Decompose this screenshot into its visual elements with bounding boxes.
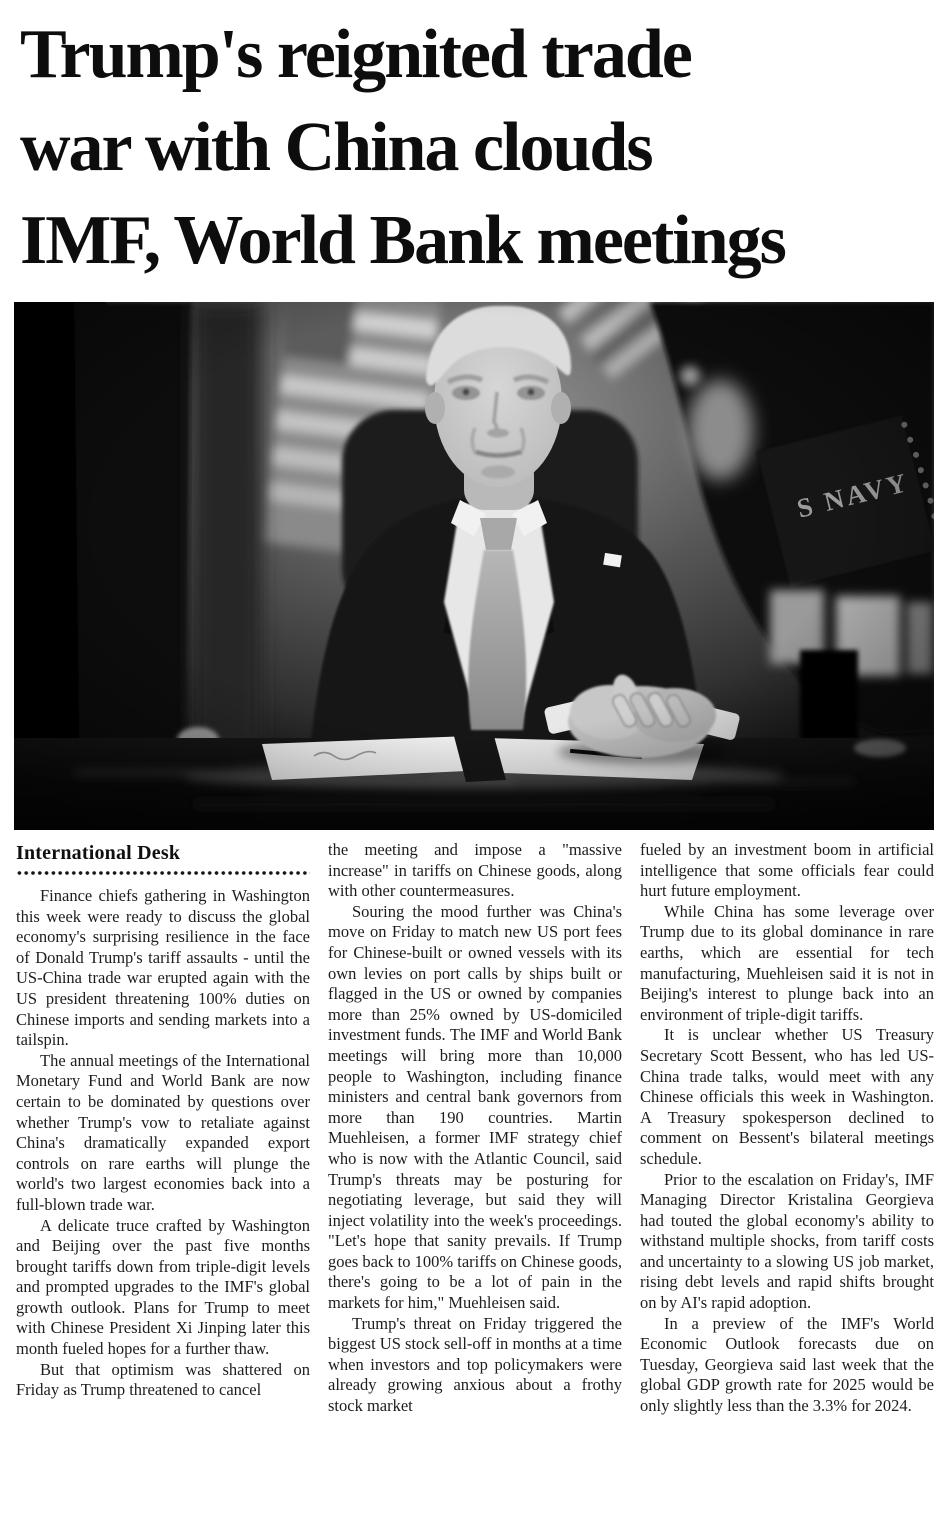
photo-illustration (14, 302, 934, 830)
article-column-2 (328, 840, 622, 1492)
headline-line: war with China clouds (20, 109, 652, 186)
article-paragraph: the meeting and impose a "massive increase" in tariffs on Chinese goods, along with other countermeasures. (328, 840, 622, 901)
article-paragraph: The annual meetings of the International Monetary Fund and World Bank are now certain to be dominated by questions over whether Trump's vow to retaliate against China's dramatically expanded export controls on rare earths will plunge the world's two largest economies back into a full-blown trade war. (16, 1050, 310, 1214)
article-paragraph: A delicate truce crafted by Washington and Beijing over the past five months brought tariffs down from triple-digit levels and prompted upgrades to the IMF's global growth outlook. Plans for Trump to meet with Chinese President Xi Jinping later this month fueled hopes for a further thaw. (16, 1215, 310, 1359)
headline-line: Trump's reignited trade (20, 16, 691, 93)
article-paragraph: It is unclear whether US Treasury Secretary Scott Bessent, who has led US-China trade talks, would meet with any Chinese officials this week in Washington. A Treasury spokesperson declined to comment on Bessent's bilateral meetings schedule. (640, 1025, 934, 1168)
vignette (14, 302, 934, 830)
article-paragraph: But that optimism was shattered on Friday as Trump threatened to cancel (16, 1359, 310, 1400)
article-paragraph: Finance chiefs gathering in Washington this week were ready to discuss the global economy's surprising resilience in the face of Donald Trump's tariff assaults - until the US-China trade war erupted again with the US president threatening 100% duties on Chinese imports and sending markets into a tailspin. (16, 886, 310, 1050)
article-paragraph: Souring the mood further was China's move on Friday to match new US port fees for Chinese-built or owned vessels with its own levies on port calls by ships built or flagged in the US or owned by companies more than 25% owned by US-domiciled investment funds. The IMF and World Bank meetings will bring more than 10,000 people to Washington, including finance ministers and central bank governors from more than 190 countries. Martin Muehleisen, a former IMF strategy chief who is now with the Atlantic Council, said Trump's threats may be posturing for negotiating leverage, but said they will inject volatility into the week's proceedings. "Let's hope that sanity prevails. If Trump goes back to 100% tariffs on Chinese goods, there's going to be a lot of pain in the markets for him," Muehleisen said. (328, 901, 622, 1313)
section-label: International Desk (16, 842, 181, 864)
article-paragraph: Trump's threat on Friday triggered the biggest US stock sell-off in months at a time when investors and top policymakers were already growing anxious about a frothy stock market (328, 1313, 622, 1416)
article-column-3 (640, 840, 934, 1492)
article-photo (14, 302, 934, 830)
article-paragraph: fueled by an investment boom in artificial intelligence that some officials fear could hurt future employment. (640, 840, 934, 901)
byline (16, 840, 310, 875)
dotted-rule (16, 871, 310, 875)
article-paragraph: While China has some leverage over Trump due to its global dominance in rare earths, which are essential for tech manufacturing, Muehleisen said it is not in Beijing's interest to plunge back into an environment of triple-digit tariffs. (640, 901, 934, 1024)
article-headline (0, 0, 948, 287)
article-paragraph: Prior to the escalation on Friday's, IMF Managing Director Kristalina Georgieva had touted the global economy's ability to withstand multiple shocks, from tariff costs and uncertainty to a slowing US job market, rising debt levels and rapid shifts brought on by AI's rapid adoption. (640, 1169, 934, 1313)
headline-line: IMF, World Bank meetings (20, 202, 785, 279)
article-paragraph: In a preview of the IMF's World Economic Outlook forecasts due on Tuesday, Georgieva said last week that the global GDP growth rate for 2025 would be only slightly less than the 3.3% for 2024. (640, 1313, 934, 1416)
article-column-1 (16, 840, 310, 1492)
article-body (16, 840, 934, 1492)
